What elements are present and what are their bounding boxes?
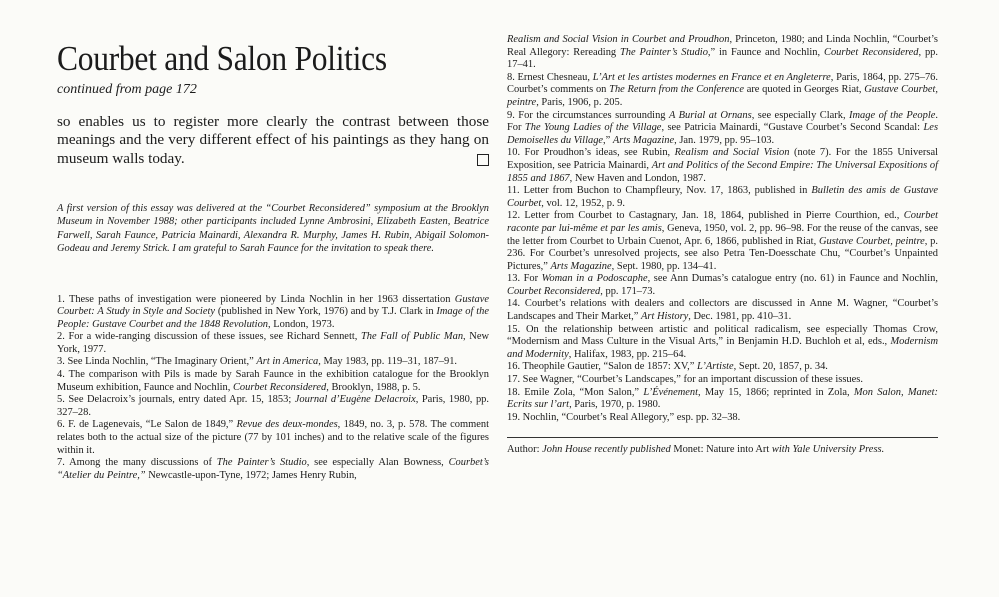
italic-text: Image of the People: Gustave Courbet and the 1848 Revolution [57, 306, 489, 330]
text-run: , see Ann Dumas’s catalogue entry (no. 61) in Faunce and Nochlin, [647, 273, 938, 285]
italic-text: The Painter’s Studio [620, 46, 708, 58]
text-run: , vol. 12, 1952, p. 9. [541, 197, 626, 209]
text-run: , Paris, 1980, pp. 327–28. [57, 394, 490, 418]
text-run: 2. For a wide-ranging discussion of these issues, see Richard Sennett, [57, 331, 361, 343]
text-run: 4. The comparison with Pils is made by Sarah Faunce in the exhibition catalogue for the Brooklyn Museum exhibition, Faunce and Nochlin, [57, 369, 489, 393]
italic-text: Les Demoiselles du Village [507, 122, 938, 146]
text-run: , London, 1973. [268, 318, 335, 330]
text-run: Author: [507, 444, 543, 456]
text-run: , Halifax, 1983, pp. 215–64. [568, 348, 687, 360]
text-run: 9. For the circumstances surrounding [507, 109, 669, 121]
italic-text: L’Événement [643, 386, 699, 398]
text-run: 17. See Wagner, “Courbet’s Landscapes,” for an important discussion of these issues. [507, 374, 863, 386]
italic-text: A Burial at Ornans [668, 109, 752, 121]
italic-text: Mon Salon, Manet: Ecrits sur l’art [507, 386, 938, 411]
left-column [57, 38, 489, 482]
italic-text: The Return from the Conference [609, 84, 744, 96]
endnote [507, 374, 938, 387]
endnote [507, 273, 938, 298]
text-run: 8. Ernest Chesneau, [507, 71, 593, 83]
text-run: (note 7). For the 1855 Universal Exposition, see Patricia Mainardi, [507, 147, 938, 171]
italic-text: L’Art et les artistes modernes en France et en Angleterre [592, 71, 831, 83]
text-run: 11. Letter from Buchon to Champfleury, Nov. 17, 1863, published in [507, 185, 812, 197]
text-run: , Brooklyn, 1988, p. 5. [326, 381, 421, 393]
text-run: 7. Among the many discussions of [57, 457, 217, 469]
text-run: , p. 236. For Courbet’s unresolved projects, see also Petra Ten-Doesschate Chu, “Courbet’s Unpainted Pictures,” [507, 235, 939, 272]
text-run: 1. These paths of investigation were pioneered by Linda Nochlin in her 1963 dissertation [57, 293, 455, 305]
endnote [507, 185, 938, 210]
text-run: , Geneva, 1950, vol. 2, pp. 96–98. For the reuse of the canvas, see the letter from Courbet to Urbain Cuenot, Apr. 6, 1866, published in Riat, [507, 222, 939, 247]
continued-from-line: continued from page 172 [57, 82, 197, 97]
italic-text: The Fall of Public Man [360, 331, 464, 343]
endnote [507, 298, 938, 323]
endnote [507, 110, 938, 148]
author-credit [507, 438, 938, 457]
italic-text: Journal d’Eugène Delacroix [294, 394, 416, 406]
endnotes-right [507, 34, 938, 424]
article-title: Courbet and Salon Politics [57, 39, 387, 78]
italic-text: Revue des deux-mondes [236, 419, 338, 431]
italic-text: Arts Magazine [550, 260, 612, 272]
text-run: , Princeton, 1980; and Linda Nochlin, “Courbet’s Real Allegory: Rereading [507, 34, 938, 58]
italic-text: L’Artiste [696, 361, 734, 373]
endnote [507, 72, 938, 110]
endnote [57, 419, 489, 457]
text-run: 16. Theophile Gautier, “Salon de 1857: XV,” [507, 361, 697, 373]
text-run: , Paris, 1906, p. 205. [536, 96, 623, 108]
italic-text: The Young Ladies of the Village [524, 122, 662, 134]
endnote [507, 324, 938, 362]
acknowledgment: A first version of this essay was delivered at the “Courbet Reconsidered” symposium at the Brooklyn Museum in November 1988; other participants included Lynne Ambrosini, Elizabeth Easten, Beatrice Farwell, Sarah Faunce, Patricia Mainardi, Alexandra R. Murphy, James H. Rubin, Abigail Solomon-Godeau and Jeremy Strick. I am grateful to Sarah Faunce for the invitation to speak there. [57, 202, 489, 255]
text-run: ,” in Faunce and Nochlin, [707, 46, 824, 58]
italic-text: with Yale University Press. [769, 444, 885, 456]
text-run: , New York, 1977. [57, 331, 489, 355]
text-run: 6. F. de Lagenevais, “Le Salon de 1849,” [57, 419, 237, 431]
text-run: , see especially Alan Bowness, [306, 457, 449, 469]
end-mark-icon [477, 154, 489, 166]
endnote [57, 331, 489, 356]
italic-text: The Painter’s Studio [216, 457, 307, 469]
text-run: Monet: Nature into Art [673, 444, 770, 456]
endnotes-left [57, 294, 489, 483]
text-run: , Paris, 1864, pp. 275–76. Courbet’s comments on [507, 71, 939, 96]
endnote [507, 147, 938, 185]
text-run: , Sept. 1980, pp. 134–41. [611, 260, 717, 272]
endnote [57, 356, 489, 369]
italic-text: Gustave Courbet, peintre [818, 235, 925, 247]
text-run: , Sept. 20, 1857, p. 34. [733, 361, 828, 373]
italic-text: John House recently published [542, 444, 674, 456]
text-run: Newcastle-upon-Tyne, 1972; James Henry Rubin, [145, 469, 357, 481]
text-run: 15. On the relationship between artistic and political radicalism, see especially Thomas Crow, “Modernism and Mass Culture in the Visual Arts,” in Benjamin H.D. Buchloh et al, eds., [507, 323, 938, 348]
text-run: 3. See Linda Nochlin, “The Imaginary Orient,” [57, 356, 257, 368]
right-column [507, 34, 938, 457]
endnote [507, 387, 938, 412]
text-run: 14. Courbet’s relations with dealers and collectors are discussed in Anne M. Wagner, “Courbet’s Landscapes and Their Market,” [507, 298, 938, 323]
text-run: ,” [603, 134, 613, 146]
italic-text: Arts Magazine [612, 134, 675, 146]
lead-paragraph [57, 113, 489, 168]
text-run: , see Patricia Mainardi, “Gustave Courbet’s Second Scandal: [661, 122, 924, 134]
italic-text: Gustave Courbet: A Study in Style and Society [57, 293, 489, 318]
italic-text: Realism and Social Vision [674, 147, 790, 159]
text-run: , Dec. 1981, pp. 410–31. [688, 311, 792, 323]
text-run: are quoted in Georges Riat, [743, 84, 865, 96]
endnote [507, 412, 938, 425]
italic-text: Courbet Reconsidered [824, 46, 919, 58]
text-run: 5. See Delacroix’s journals, entry dated Apr. 15, 1853; [57, 394, 295, 406]
lead-text: so enables us to register more clearly the contrast between those meanings and the very different effect of his paintings as they hang on museum walls today. [57, 113, 489, 167]
text-run: , May 15, 1866; reprinted in Zola, [698, 386, 854, 398]
endnote [57, 294, 489, 332]
italic-text: Bulletin des amis de Gustave Courbet [507, 185, 938, 209]
italic-text: Art in America [256, 356, 319, 368]
italic-text: Art and Politics of the Second Empire: The Universal Expositions of 1855 and 1867 [507, 159, 938, 184]
text-run: 12. Letter from Courbet to Castagnary, Jan. 18, 1864, published in Pierre Courthion, ed., [507, 210, 904, 222]
italic-text: Courbet’s “Atelier du Peintre,” [57, 457, 489, 481]
text-run: 13. For [507, 273, 542, 285]
text-run: 10. For Proudhon’s ideas, see Rubin, [507, 147, 675, 159]
endnote-continued [507, 34, 938, 72]
text-run: , May 1983, pp. 119–31, 187–91. [318, 356, 458, 368]
text-run: , pp. 171–73. [600, 285, 656, 297]
text-run: , New Haven and London, 1987. [569, 172, 706, 184]
endnote [507, 210, 938, 273]
text-run: , see especially Clark, [751, 109, 850, 121]
endnote [57, 394, 489, 419]
italic-text: Courbet raconte par lui-même et par les amis [507, 210, 938, 234]
italic-text: Realism and Social Vision in Courbet and Proudhon [507, 34, 730, 45]
text-run: (published in New York, 1976) and by T.J. Clark in [215, 306, 437, 318]
endnote [57, 369, 489, 394]
italic-text: Courbet Reconsidered [232, 381, 327, 393]
endnote [57, 457, 489, 482]
italic-text: Courbet Reconsidered [507, 285, 601, 297]
text-run: , 1849, no. 3, p. 578. The comment relates both to the actual size of the picture (77 by 101 inches) and to the relative scale of the figures within it. [57, 419, 489, 456]
text-run: 19. Nochlin, “Courbet’s Real Allegory,” esp. pp. 32–38. [507, 411, 741, 423]
text-run: 18. Emile Zola, “Mon Salon,” [507, 386, 644, 398]
italic-text: Modernism and Modernity [507, 336, 938, 360]
text-run: , pp. 17–41. [507, 46, 938, 71]
endnote [507, 361, 938, 374]
text-run: , Jan. 1979, pp. 95–103. [674, 134, 775, 146]
italic-text: Gustave Courbet, peintre [507, 84, 938, 108]
italic-text: Woman in a Podoscaphe [541, 273, 648, 285]
italic-text: Image of the People [849, 109, 936, 121]
italic-text: Art History [641, 311, 689, 323]
text-run: , Paris, 1970, p. 1980. [569, 399, 661, 411]
text-run: . For [507, 109, 938, 134]
